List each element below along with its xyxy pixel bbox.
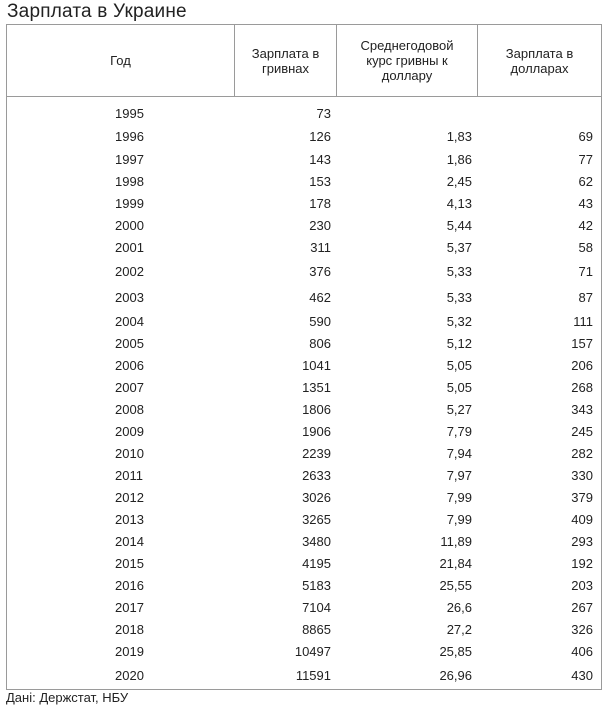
cell-salary-usd: 430 <box>571 668 593 683</box>
table-row <box>7 126 603 148</box>
cell-year: 2002 <box>115 264 144 279</box>
cell-salary-uah: 3265 <box>302 512 331 527</box>
cell-exchange-rate: 5,32 <box>446 314 472 329</box>
cell-year: 1998 <box>115 174 144 189</box>
cell-salary-usd: 62 <box>578 174 593 189</box>
cell-salary-uah: 10497 <box>294 644 331 659</box>
table-row <box>7 171 603 193</box>
cell-exchange-rate: 5,05 <box>446 358 472 373</box>
cell-exchange-rate: 7,79 <box>446 424 472 439</box>
cell-salary-uah: 1351 <box>302 380 331 395</box>
cell-year: 1995 <box>115 106 144 121</box>
cell-year: 2005 <box>115 336 144 351</box>
cell-exchange-rate: 5,05 <box>446 380 472 395</box>
table-row <box>7 509 603 531</box>
cell-year: 2014 <box>115 534 144 549</box>
table-row <box>7 597 603 619</box>
cell-exchange-rate: 7,97 <box>446 468 472 483</box>
cell-salary-usd: 245 <box>571 424 593 439</box>
cell-salary-uah: 2239 <box>302 446 331 461</box>
table-row <box>7 421 603 443</box>
cell-exchange-rate: 7,99 <box>446 512 472 527</box>
table-row <box>7 399 603 421</box>
cell-salary-uah: 153 <box>309 174 331 189</box>
cell-year: 2007 <box>115 380 144 395</box>
cell-year: 2004 <box>115 314 144 329</box>
header-divider <box>7 96 601 97</box>
cell-salary-usd: 43 <box>578 196 593 211</box>
table-row <box>7 487 603 509</box>
cell-salary-uah: 230 <box>309 218 331 233</box>
table-row <box>7 665 603 687</box>
table-row <box>7 237 603 259</box>
cell-exchange-rate: 5,12 <box>446 336 472 351</box>
cell-salary-uah: 1041 <box>302 358 331 373</box>
cell-year: 2018 <box>115 622 144 637</box>
table-row <box>7 261 603 283</box>
cell-salary-uah: 806 <box>309 336 331 351</box>
cell-salary-uah: 5183 <box>302 578 331 593</box>
table-row <box>7 333 603 355</box>
cell-salary-usd: 206 <box>571 358 593 373</box>
cell-salary-uah: 1906 <box>302 424 331 439</box>
cell-salary-uah: 3480 <box>302 534 331 549</box>
cell-salary-uah: 376 <box>309 264 331 279</box>
cell-exchange-rate: 2,45 <box>446 174 472 189</box>
cell-salary-uah: 178 <box>309 196 331 211</box>
cell-salary-uah: 590 <box>309 314 331 329</box>
cell-exchange-rate: 5,27 <box>446 402 472 417</box>
cell-salary-usd: 77 <box>578 152 593 167</box>
cell-exchange-rate: 5,33 <box>446 290 472 305</box>
table-row <box>7 355 603 377</box>
cell-year: 2000 <box>115 218 144 233</box>
cell-exchange-rate: 5,33 <box>446 264 472 279</box>
cell-salary-uah: 8865 <box>302 622 331 637</box>
table-row <box>7 103 603 125</box>
cell-year: 1996 <box>115 129 144 144</box>
cell-salary-usd: 157 <box>571 336 593 351</box>
cell-salary-usd: 192 <box>571 556 593 571</box>
cell-exchange-rate: 26,6 <box>446 600 472 615</box>
cell-year: 2008 <box>115 402 144 417</box>
header-salary-uah: Зарплата в гривнах <box>251 45 320 76</box>
cell-exchange-rate: 11,89 <box>440 534 472 549</box>
table-title: Зарплата в Украине <box>7 1 187 22</box>
cell-salary-usd: 379 <box>571 490 593 505</box>
table-row <box>7 443 603 465</box>
cell-salary-usd: 343 <box>571 402 593 417</box>
cell-salary-usd: 87 <box>578 290 593 305</box>
cell-salary-usd: 69 <box>578 129 593 144</box>
cell-salary-uah: 143 <box>309 152 331 167</box>
cell-year: 2006 <box>115 358 144 373</box>
cell-year: 2017 <box>115 600 144 615</box>
cell-year: 2011 <box>115 468 143 483</box>
cell-year: 1997 <box>115 152 144 167</box>
cell-salary-usd: 409 <box>571 512 593 527</box>
cell-year: 2020 <box>115 668 144 683</box>
cell-exchange-rate: 1,83 <box>446 129 472 144</box>
table-row <box>7 149 603 171</box>
cell-exchange-rate: 5,44 <box>446 218 472 233</box>
table-row <box>7 553 603 575</box>
cell-year: 2009 <box>115 424 144 439</box>
header-salary-usd: Зарплата в долларах <box>505 45 574 76</box>
cell-salary-usd: 268 <box>571 380 593 395</box>
cell-salary-usd: 71 <box>578 264 593 279</box>
table-row <box>7 531 603 553</box>
cell-salary-usd: 203 <box>571 578 593 593</box>
cell-salary-usd: 42 <box>578 218 593 233</box>
cell-salary-uah: 7104 <box>302 600 331 615</box>
table-row <box>7 215 603 237</box>
cell-salary-uah: 3026 <box>302 490 331 505</box>
cell-exchange-rate: 26,96 <box>439 668 472 683</box>
cell-year: 2016 <box>115 578 144 593</box>
table-row <box>7 311 603 333</box>
cell-exchange-rate: 4,13 <box>446 196 472 211</box>
cell-salary-uah: 462 <box>309 290 331 305</box>
cell-salary-usd: 267 <box>571 600 593 615</box>
cell-year: 2019 <box>115 644 144 659</box>
cell-year: 1999 <box>115 196 144 211</box>
table-row <box>7 619 603 641</box>
table-row <box>7 193 603 215</box>
cell-salary-usd: 293 <box>571 534 593 549</box>
salary-table <box>6 24 602 690</box>
table-row <box>7 287 603 309</box>
cell-exchange-rate: 21,84 <box>439 556 472 571</box>
cell-salary-usd: 406 <box>571 644 593 659</box>
cell-exchange-rate: 27,2 <box>446 622 472 637</box>
cell-salary-uah: 11591 <box>295 668 331 683</box>
source-note: Дані: Держстат, НБУ <box>6 690 129 705</box>
header-year: Год <box>110 53 131 68</box>
cell-salary-usd: 282 <box>571 446 593 461</box>
cell-exchange-rate: 25,85 <box>439 644 472 659</box>
cell-salary-usd: 326 <box>571 622 593 637</box>
cell-salary-uah: 4195 <box>302 556 331 571</box>
cell-exchange-rate: 1,86 <box>446 152 472 167</box>
cell-year: 2010 <box>115 446 144 461</box>
cell-exchange-rate: 7,94 <box>446 446 472 461</box>
cell-year: 2001 <box>115 240 144 255</box>
table-row <box>7 377 603 399</box>
table-row <box>7 575 603 597</box>
cell-year: 2013 <box>115 512 144 527</box>
cell-year: 2003 <box>115 290 144 305</box>
cell-year: 2012 <box>115 490 144 505</box>
cell-exchange-rate: 5,37 <box>446 240 472 255</box>
cell-salary-uah: 73 <box>316 106 331 121</box>
cell-salary-uah: 2633 <box>302 468 331 483</box>
cell-salary-usd: 330 <box>571 468 593 483</box>
table-row <box>7 641 603 663</box>
cell-salary-usd: 111 <box>573 314 593 329</box>
cell-year: 2015 <box>115 556 144 571</box>
cell-exchange-rate: 7,99 <box>446 490 472 505</box>
cell-salary-usd: 58 <box>578 240 593 255</box>
cell-salary-uah: 311 <box>310 240 331 255</box>
table-row <box>7 465 603 487</box>
cell-salary-uah: 1806 <box>302 402 331 417</box>
cell-exchange-rate: 25,55 <box>439 578 472 593</box>
header-exchange-rate: Среднегодовой курс гривны к доллару <box>360 38 454 83</box>
cell-salary-uah: 126 <box>309 129 331 144</box>
